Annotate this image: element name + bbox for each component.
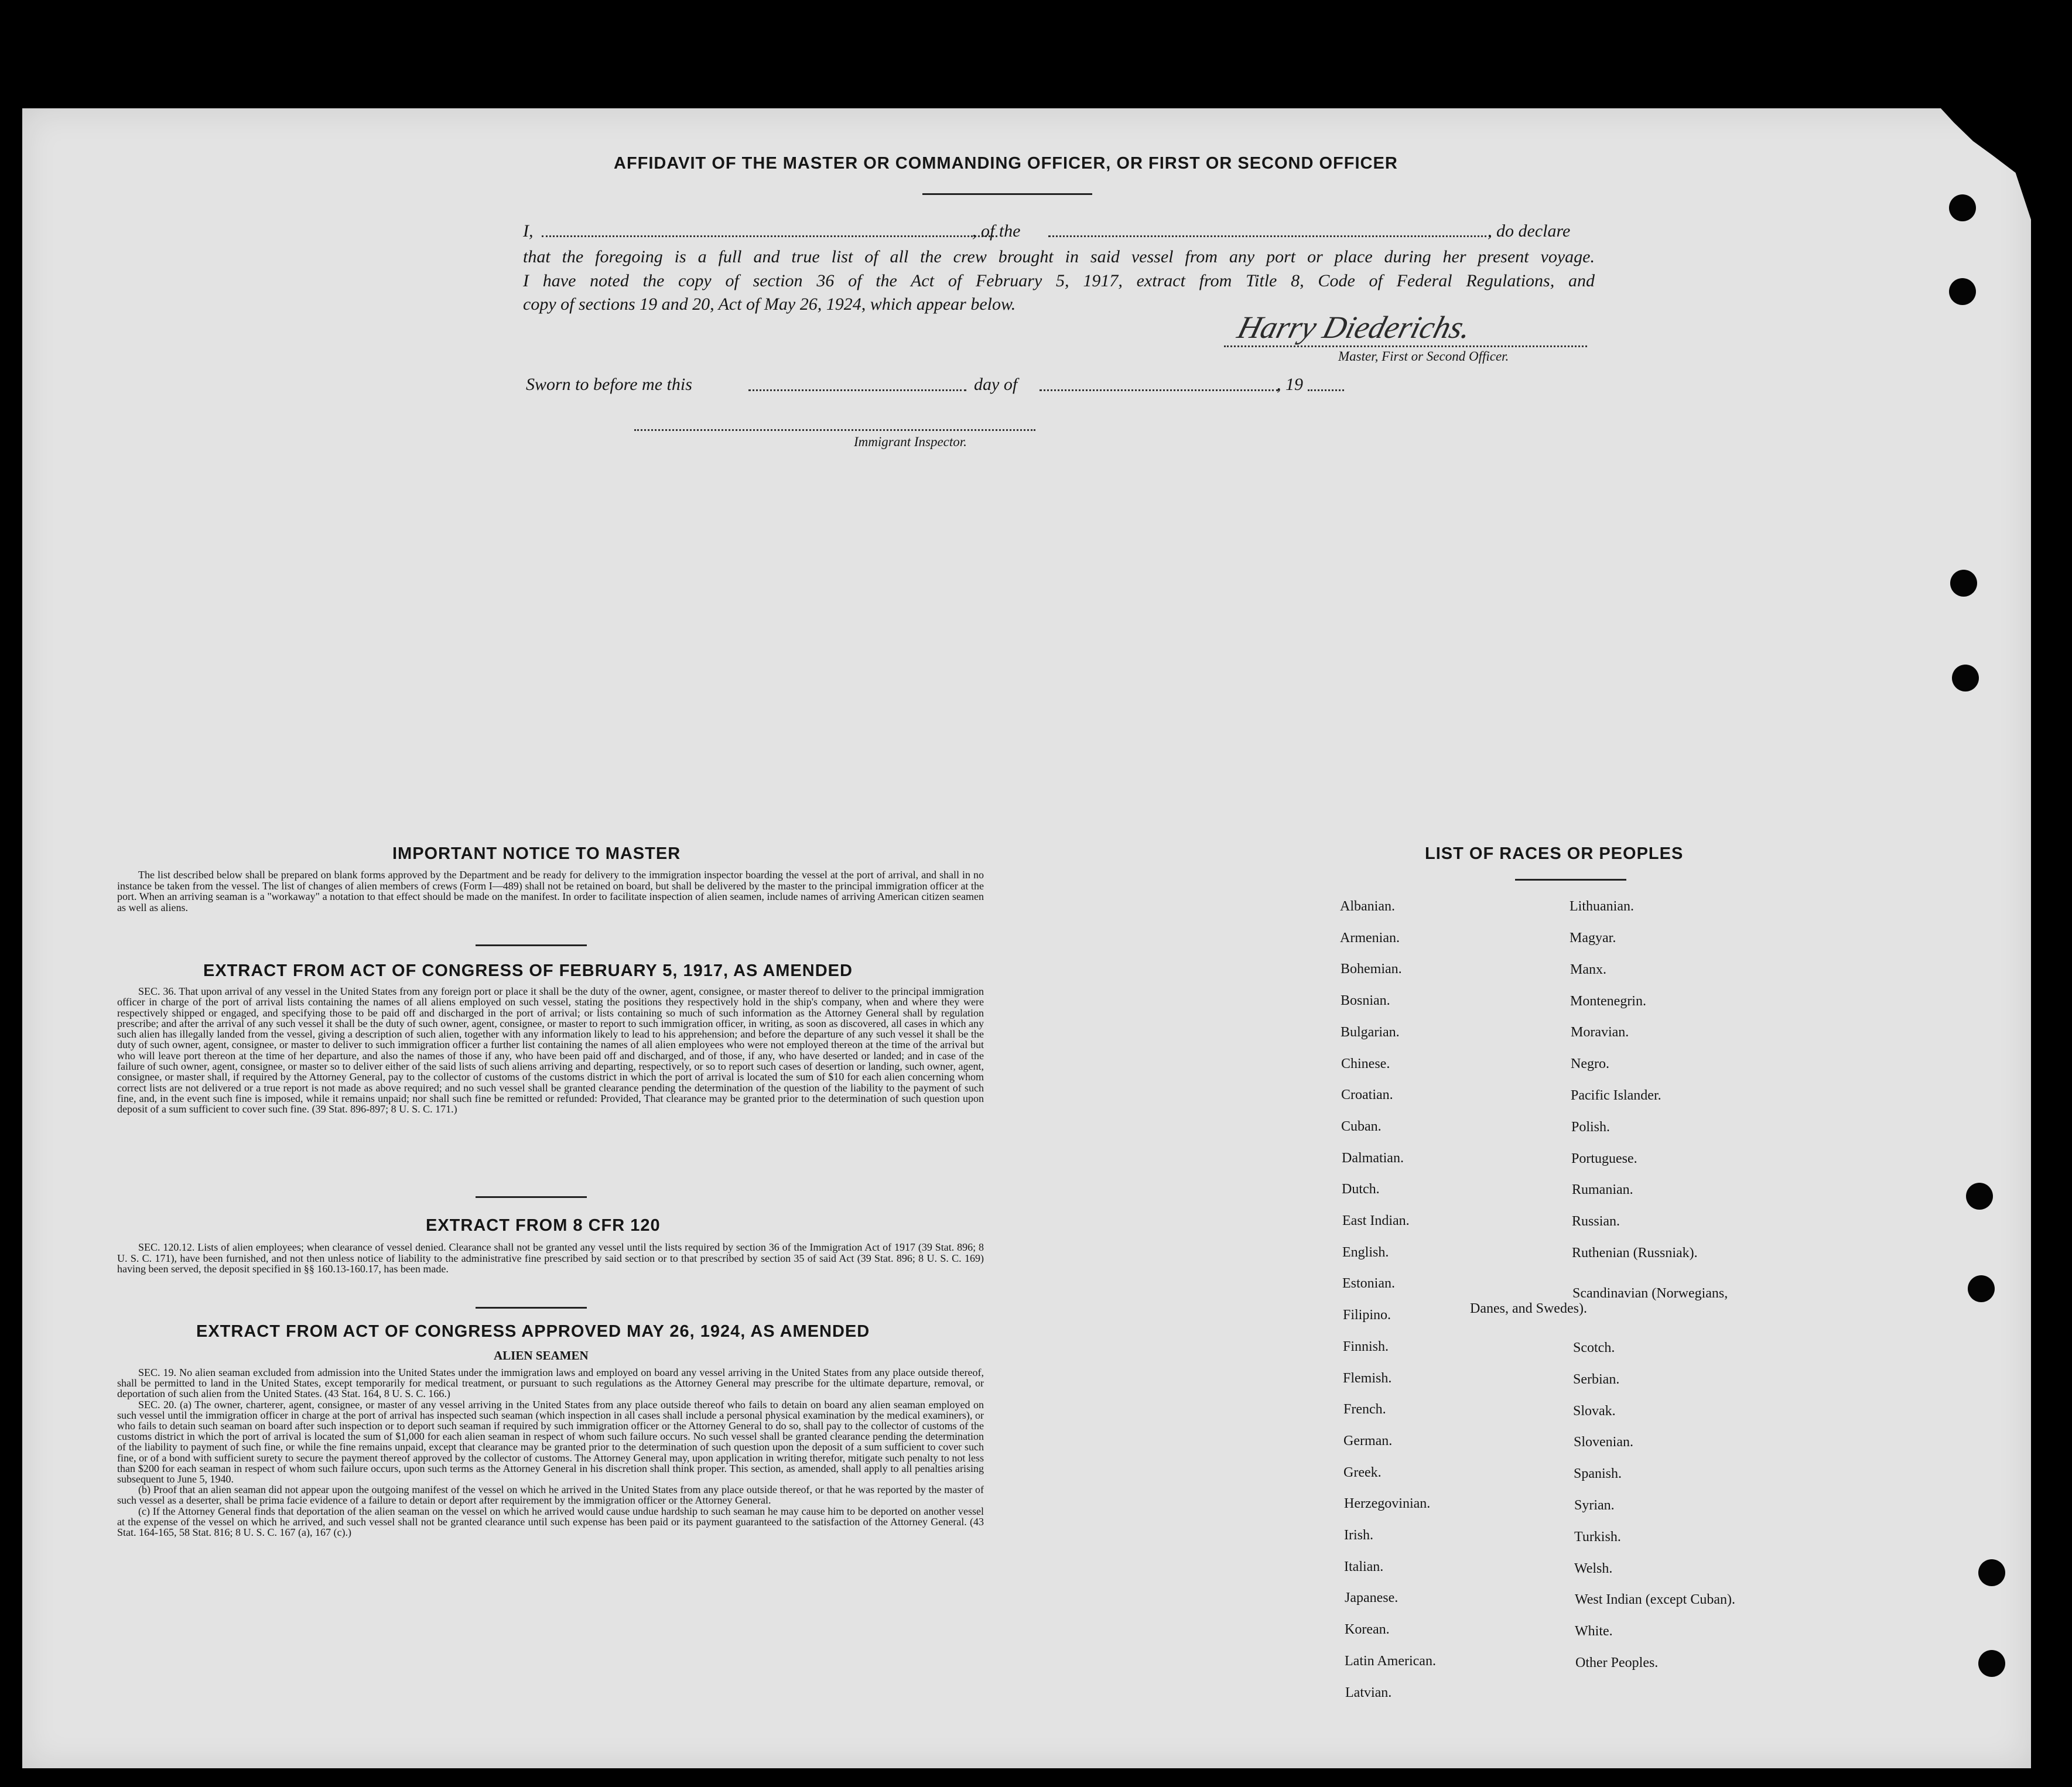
- race-item: Montenegrin.: [1570, 994, 1646, 1009]
- race-item: Latin American.: [1345, 1653, 1436, 1669]
- race-item: French.: [1343, 1402, 1386, 1418]
- race-item: Syrian.: [1574, 1498, 1615, 1513]
- sworn-month-blank[interactable]: [1040, 389, 1278, 391]
- race-item: Turkish.: [1574, 1529, 1621, 1545]
- extract-cfr-body: SEC. 120.12. Lists of alien employees; when clearance of vessel denied. Clearance shall not be granted any vessel until the lists required by section 36 of the Immigration Act of 1917 (39 Stat. 896; 8 U. S. C. 171), have been furnished, and not then unless notice of liability to the administrative fine prescribed by said section or to that prescribed by section 35 of said Act (39 Stat. 896; 8 U. S. C. 169) having been served, the deposit specified in §§ 160.13-160.17, has been made.: [117, 1241, 984, 1275]
- race-item: Bosnian.: [1341, 993, 1390, 1009]
- inspector-caption: Immigrant Inspector.: [854, 434, 967, 449]
- race-item: Chinese.: [1341, 1056, 1390, 1071]
- race-item: Flemish.: [1343, 1370, 1392, 1386]
- race-item: Moravian.: [1571, 1025, 1629, 1040]
- race-item: Cuban.: [1341, 1118, 1382, 1134]
- races-title: LIST OF RACES OR PEOPLES: [1425, 844, 1684, 863]
- notice-body: The list described below shall be prepared on blank forms approved by the Department and be ready for delivery to the immigration inspector boarding the vessel at the port of arrival, and shall in no instance be taken from the vessel. The list of changes of alien members of crews (Form I—489) shall not be retained on board, but shall be delivered by the master to the principal immigration officer at the port. When an arriving seaman is a "workaway" a notation to that effect should be made on the manifest. In order to facilitate inspection of alien seamen, include names of arriving American citizen seamen as well as aliens.: [117, 869, 984, 913]
- name-blank[interactable]: [542, 235, 997, 237]
- declare-of-the: , of the: [972, 221, 1021, 241]
- extract-1924-title: EXTRACT FROM ACT OF CONGRESS APPROVED MAY 26, 1924, AS AMENDED: [196, 1322, 870, 1341]
- sworn-day-blank[interactable]: [748, 389, 966, 391]
- alien-seamen-subtitle: ALIEN SEAMEN: [494, 1348, 589, 1362]
- race-item: Russian.: [1572, 1214, 1620, 1229]
- sec-19: SEC. 19. No alien seaman excluded from admission into the United States under the immigration laws and employed on board any vessel arriving in the United States from any place outside thereof, shall be permitted to land in the United States, except temporarily for medical treatment, or pursuant to such regulations as the Attorney General may prescribe for the ultimate departure, removal, or deportation of such alien from the United States. (43 Stat. 164, 8 U. S. C. 166.): [117, 1367, 984, 1400]
- extract-1924-body: [117, 1367, 984, 1538]
- race-item: Negro.: [1571, 1056, 1609, 1071]
- section-rule: [476, 944, 587, 946]
- race-item: Polish.: [1571, 1120, 1611, 1135]
- extract-1917-body: SEC. 36. That upon arrival of any vessel in the United States from any foreign port or place it shall be the duty of the owner, agent, consignee, or master thereof to deliver to the principal immigration officer in charge of the port of arrival lists containing the names of all aliens employed on such vessel, stating the positions they respectively hold in the ship's company, when and where they were respectively shipped or engaged, and specifying those to be paid off and discharged in the port of arrival; or lists containing so much of such information as the Attorney General shall by regulation prescribe; and after the arrival of any such vessel it shall be the duty of such owner, agent, consignee, or master to report to such immigration officer, in writing, as soon as discovered, all cases in which any such alien has illegally landed from the vessel, giving a description of such alien, together with any information likely to lead to his apprehension; and before the departure of any such vessel it shall be the duty of such owner, agent, consignee, or master to deliver to such immigration officer a further list containing the names of all alien employees who were not employed thereon at the time of the arrival but who will leave port thereon at the time of her departure, and also the names of those if any, who have been paid off and discharged, and of those, if any, who have deserted or landed; and in case of the failure of such owner, agent, consignee, or master so to deliver either of the said lists of such aliens arriving and departing, respectively, or so to report such cases of desertion or landing, such owner, agent, consignee, or master shall, if required by the Attorney General, pay to the collector of customs of the customs district in which the port of arrival is located the sum of $10 for each alien concerning whom correct lists are not delivered or a true report is not made as above required; and no such vessel shall be granted clearance pending the determination of the question of the liability to the payment of such fine, and, in the event such fine is imposed, while it remains unpaid; nor shall such fine be remitted or refunded: Provided, That clearance may be granted prior to the determination of such question upon deposit of a sum sufficient to cover such fine. (39 Stat. 896-897; 8 U. S. C. 171.): [117, 985, 984, 1115]
- race-item: Magyar.: [1570, 930, 1616, 946]
- sec-20a: SEC. 20. (a) The owner, charterer, agent, consignee, or master of any vessel arriving in the United States from any place outside thereof who fails to detain on board any alien seaman employed on such vessel until the immigration officer in charge at the port of arrival has inspected such seaman (which inspection in all cases shall include a personal physical examination by the medical examiners), or who fails to detain such seaman on board after such inspection or to deport such seaman if required by such immigration officer or the Attorney General to do so, shall pay to the collector of customs of the customs district in which the port of arrival is located the sum of $1,000 for each alien seaman in respect of whom such failure occurs. No such vessel shall be granted clearance pending the determination of the liability to payment of such fine, or while the fine remains unpaid, except that clearance may be granted prior to the determination of such question upon the deposit of a sum sufficient to cover such fine, or of a bond with sufficient surety to secure the payment thereof approved by the collector of customs. The Attorney General may, upon application in writing therefor, mitigate such penalty to not less than $200 for each seaman in respect of whom such failure occurs, upon such terms as the Attorney General in his discretion shall think proper. This section, as amended, shall apply to all penalties arising subsequent to June 5, 1940.: [117, 1398, 984, 1485]
- inspector-signature-line[interactable]: [634, 429, 1035, 431]
- punch-hole: [1968, 1275, 1995, 1302]
- race-item: Italian.: [1344, 1559, 1384, 1574]
- signature-line: [1224, 345, 1587, 347]
- race-item: Bohemian.: [1341, 961, 1402, 977]
- declare-do-declare: , do declare: [1488, 221, 1571, 241]
- race-item: East Indian.: [1342, 1213, 1410, 1228]
- title-rule: [922, 193, 1092, 195]
- race-item: Estonian.: [1342, 1276, 1395, 1292]
- race-item: Scotch.: [1573, 1340, 1615, 1355]
- section-rule: [476, 1307, 587, 1309]
- race-item: Scandinavian (Norwegians,: [1572, 1286, 1728, 1301]
- extract-cfr-title: EXTRACT FROM 8 CFR 120: [426, 1216, 661, 1235]
- race-item: Greek.: [1343, 1464, 1382, 1480]
- race-item: Serbian.: [1573, 1372, 1620, 1387]
- affidavit-title: AFFIDAVIT OF THE MASTER OR COMMANDING OFFICER, OR FIRST OR SECOND OFFICER: [614, 154, 1398, 173]
- race-item: Danes, and Swedes).: [1470, 1301, 1587, 1316]
- declaration-line-3: I have noted the copy of section 36 of the Act of February 5, 1917, extract from Title 8, Code of Federal Regulations, and: [523, 271, 1595, 290]
- race-item: Slovenian.: [1574, 1435, 1633, 1450]
- race-item: Armenian.: [1340, 930, 1400, 946]
- punch-hole: [1949, 194, 1976, 221]
- punch-hole: [1978, 1650, 2005, 1677]
- punch-hole: [1966, 1183, 1993, 1210]
- sec-20c: (c) If the Attorney General finds that deportation of the alien seaman on the vessel on which he arrived would cause undue hardship to such seaman he may cause him to be deported on another vessel at the expense of the vessel on which he arrived, and such vessel shall not be granted clearance until such expense has been paid or its payment guaranteed to the satisfaction of the Attorney General. (43 Stat. 164-165, 58 Stat. 816; 8 U. S. C. 167 (a), 167 (c).): [117, 1505, 984, 1539]
- race-item: Ruthenian (Russniak).: [1572, 1245, 1698, 1261]
- declaration-line-4: copy of sections 19 and 20, Act of May 26, 1924, which appear below.: [523, 295, 1016, 314]
- race-item: Korean.: [1345, 1622, 1390, 1638]
- sworn-year: , 19: [1277, 375, 1303, 394]
- race-item: Dutch.: [1342, 1182, 1380, 1197]
- race-item: Portuguese.: [1571, 1151, 1637, 1166]
- race-item: Latvian.: [1345, 1685, 1392, 1700]
- extract-1917-title: EXTRACT FROM ACT OF CONGRESS OF FEBRUARY 5, 1917, AS AMENDED: [203, 961, 853, 980]
- vessel-blank[interactable]: [1048, 235, 1491, 237]
- section-rule: [476, 1196, 587, 1198]
- race-item: Herzegovinian.: [1344, 1496, 1431, 1512]
- declare-i: I,: [523, 221, 534, 241]
- races-rule: [1515, 879, 1626, 881]
- sworn-year-blank[interactable]: [1308, 389, 1344, 391]
- master-signature: Harry Diederichs.: [1233, 310, 1475, 345]
- race-item: Pacific Islander.: [1571, 1088, 1661, 1103]
- punch-hole: [1978, 1559, 2005, 1586]
- race-item: Irish.: [1344, 1528, 1373, 1543]
- race-item: Japanese.: [1345, 1590, 1399, 1606]
- sec-20b: (b) Proof that an alien seaman did not appear upon the outgoing manifest of the vessel on which he arrived in the United States from any place outside thereof, or that he was reported by the master of such vessel as a deserter, shall be prima facie evidence of a failure to detain or deport after requirement by the immigration officer or the Attorney General.: [117, 1484, 984, 1507]
- race-item: Lithuanian.: [1570, 899, 1634, 914]
- race-item: German.: [1343, 1433, 1393, 1449]
- race-item: Albanian.: [1340, 899, 1395, 914]
- race-item: Bulgarian.: [1341, 1024, 1400, 1040]
- race-item: Rumanian.: [1572, 1182, 1633, 1197]
- race-item: Dalmatian.: [1342, 1150, 1404, 1166]
- punch-hole: [1949, 278, 1976, 305]
- race-item: West Indian (except Cuban).: [1575, 1592, 1735, 1607]
- sworn-day-of: day of: [974, 375, 1018, 394]
- signature-caption: Master, First or Second Officer.: [1338, 349, 1509, 364]
- punch-hole: [1950, 570, 1977, 597]
- race-item: Croatian.: [1341, 1087, 1393, 1103]
- race-item: Spanish.: [1574, 1466, 1622, 1481]
- race-item: English.: [1342, 1244, 1389, 1260]
- declaration-line-2: that the foregoing is a full and true list of all the crew brought in said vessel from any port or place during her present voyage.: [523, 247, 1595, 266]
- race-item: Filipino.: [1343, 1307, 1391, 1323]
- notice-title: IMPORTANT NOTICE TO MASTER: [392, 844, 681, 863]
- race-item: Slovak.: [1573, 1403, 1616, 1419]
- race-item: Finnish.: [1343, 1338, 1389, 1354]
- race-item: Manx.: [1570, 962, 1606, 977]
- race-item: Welsh.: [1574, 1561, 1613, 1576]
- race-item: Other Peoples.: [1575, 1655, 1659, 1670]
- race-item: White.: [1575, 1624, 1613, 1639]
- sworn-text: Sworn to before me this: [526, 375, 692, 394]
- punch-hole: [1952, 665, 1979, 691]
